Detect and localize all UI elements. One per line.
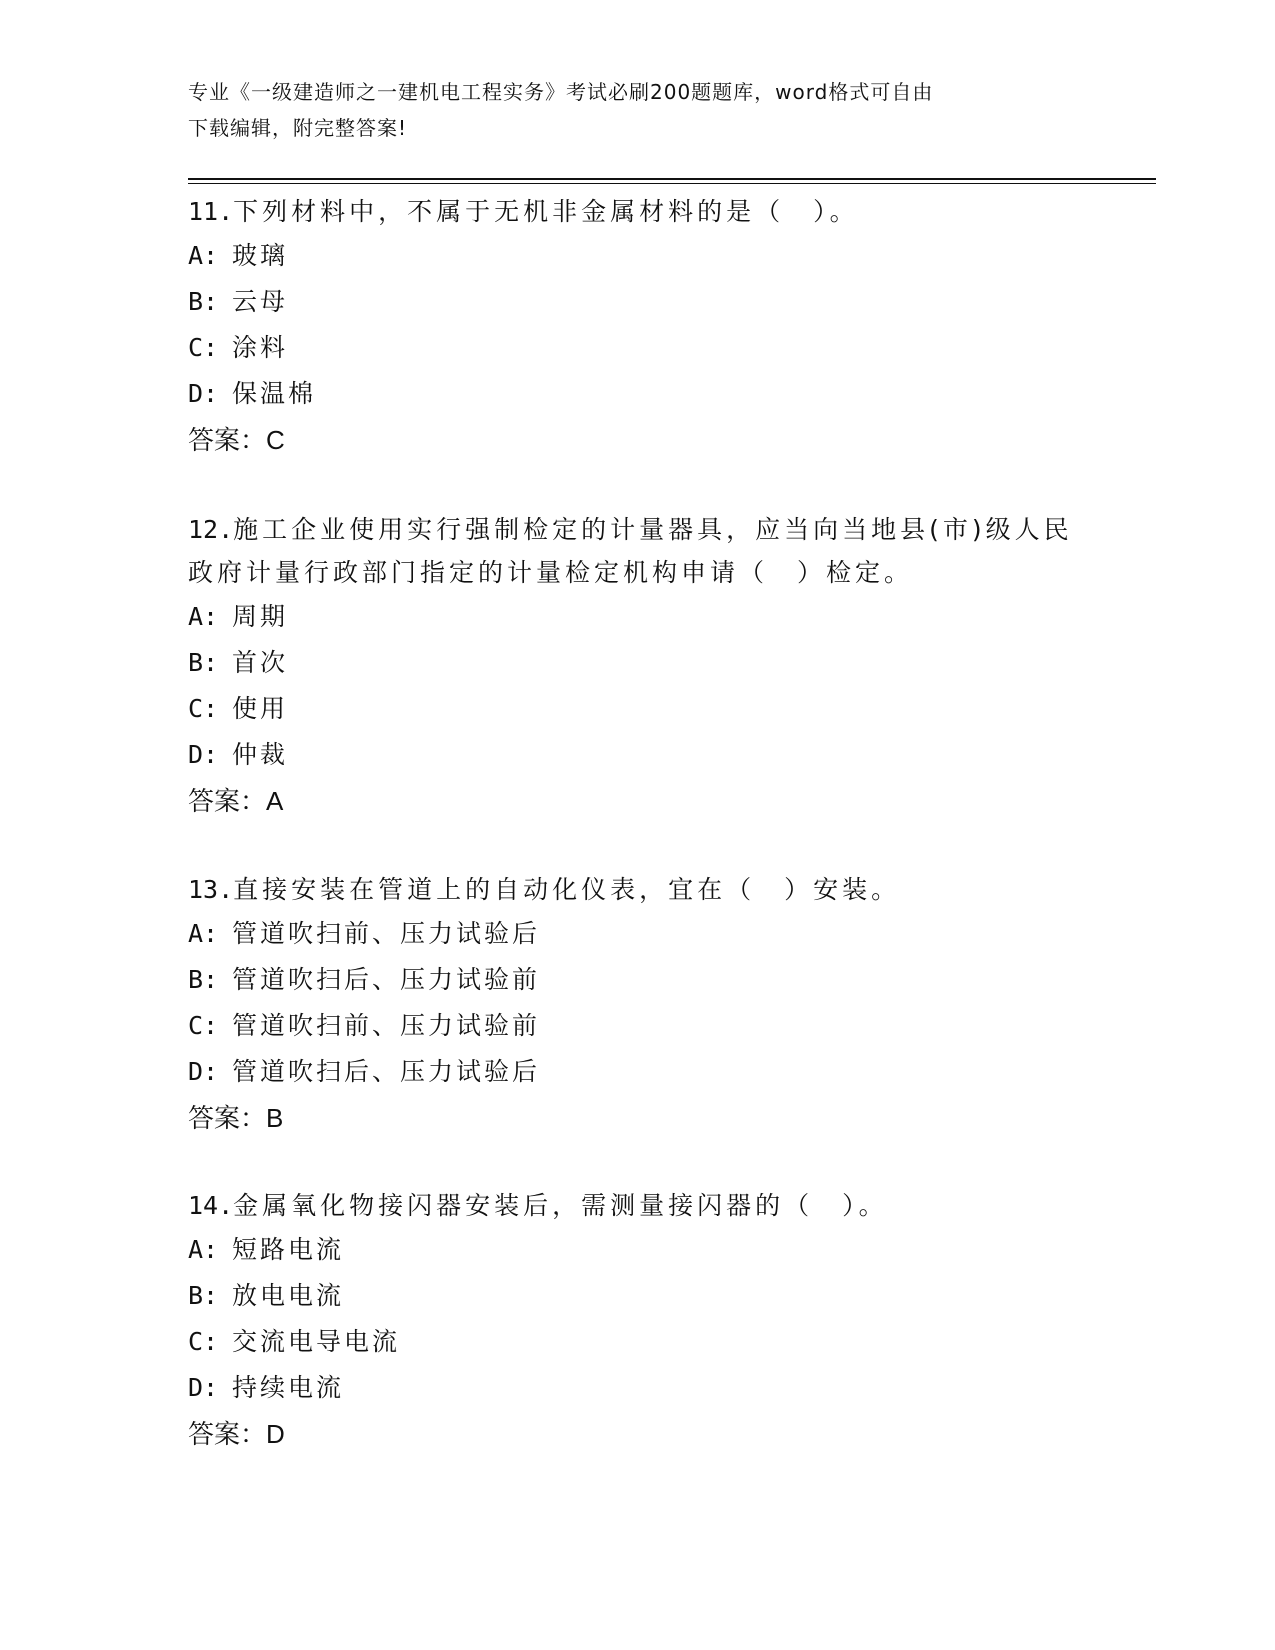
option-b [188,640,1088,686]
document-header [188,74,1088,146]
answer-line [188,778,1088,825]
question-number: 12. [188,515,234,544]
option-text: 管道吹扫前、压力试验后 [232,919,541,948]
answer-value: C [266,425,285,455]
option-key: C: [188,1011,219,1040]
question-text [188,1184,1088,1227]
option-key: A: [188,1235,219,1264]
option-text: 短路电流 [232,1235,345,1264]
question-block [188,190,1088,464]
option-key: A: [188,241,219,270]
answer-line [188,1095,1088,1142]
option-a [188,1227,1088,1273]
question-stem: 下列材料中，不属于无机非金属材料的是（ ）。 [233,197,859,226]
answer-label: 答案： [188,1420,267,1450]
header-line-1: 专业《一级建造师之一建机电工程实务》考试必刷200题题库，word格式可自由 [188,80,934,104]
option-key: C: [188,1327,219,1356]
question-stem: 直接安装在管道上的自动化仪表，宜在（ ）安装。 [233,875,901,904]
option-key: D: [188,1373,219,1402]
option-key: B: [188,1281,219,1310]
option-key: D: [188,1057,219,1086]
option-key: A: [188,919,219,948]
question-text [188,868,1088,911]
option-b [188,957,1088,1003]
option-key: B: [188,965,219,994]
question-stem: 金属氧化物接闪器安装后，需测量接闪器的（ ）。 [233,1191,888,1220]
option-key: C: [188,333,219,362]
option-c [188,1003,1088,1049]
option-text: 管道吹扫后、压力试验前 [232,965,541,994]
option-key: C: [188,694,219,723]
option-key: D: [188,740,219,769]
option-text: 玻璃 [232,241,289,270]
question-block [188,868,1088,1142]
option-key: A: [188,602,219,631]
answer-line [188,417,1088,464]
option-text: 保温棉 [232,379,317,408]
question-text [188,508,1088,594]
option-text: 放电电流 [232,1281,345,1310]
question-number: 13. [188,875,234,904]
option-b [188,1273,1088,1319]
option-b [188,279,1088,325]
option-text: 仲裁 [232,740,289,769]
question-block [188,508,1088,825]
header-line-2: 下载编辑，附完整答案! [188,116,408,140]
answer-value: A [266,786,284,816]
option-text: 首次 [232,648,289,677]
header-divider-thick [188,178,1156,180]
option-d [188,1365,1088,1411]
answer-label: 答案： [188,787,267,817]
option-a [188,594,1088,640]
question-stem: 施工企业使用实行强制检定的计量器具，应当向当地县(市)级人民政府计量行政部门指定的计量检定机构申请（ ）检定。 [188,515,1073,587]
option-a [188,911,1088,957]
option-text: 交流电导电流 [232,1327,401,1356]
answer-label: 答案： [188,426,267,456]
answer-line [188,1411,1088,1458]
option-c [188,686,1088,732]
question-number: 11. [188,197,234,226]
option-c [188,1319,1088,1365]
option-text: 管道吹扫前、压力试验前 [232,1011,541,1040]
answer-value: D [266,1419,285,1449]
option-key: B: [188,287,219,316]
option-key: D: [188,379,219,408]
option-text: 持续电流 [232,1373,345,1402]
option-text: 周期 [232,602,289,631]
header-divider-thin [188,183,1156,184]
option-text: 云母 [232,287,289,316]
question-text [188,190,1088,233]
option-text: 管道吹扫后、压力试验后 [232,1057,541,1086]
option-text: 使用 [232,694,289,723]
option-d [188,732,1088,778]
question-number: 14. [188,1191,234,1220]
option-d [188,1049,1088,1095]
option-key: B: [188,648,219,677]
option-d [188,371,1088,417]
answer-label: 答案： [188,1104,267,1134]
answer-value: B [266,1103,284,1133]
option-a [188,233,1088,279]
option-c [188,325,1088,371]
option-text: 涂料 [232,333,289,362]
question-block [188,1184,1088,1458]
